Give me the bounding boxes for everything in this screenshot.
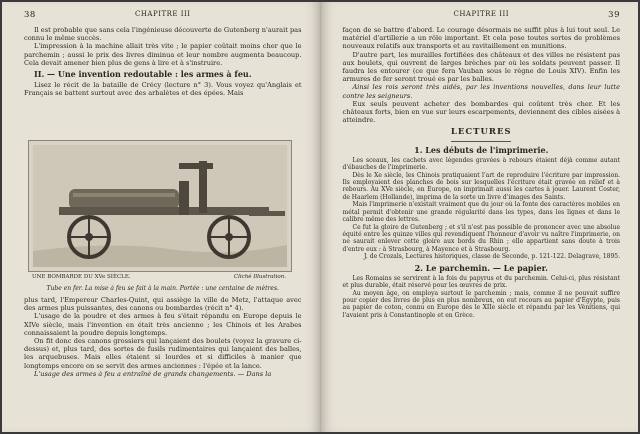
paragraph: Dès le Xe siècle, les Chinois pratiquaient l'art de reproduire l'écriture par impression. Ils employaient des planches de bois sur lesquelles l'écriture était gravée en relief et à rebours. Au XVe siècle, en Europe, on imprimait aussi les cartes à jouer. Laurent Coster, de Haarlem (Hollande), imprima de la sorte un livre d'images des Saints.	[342, 171, 620, 201]
lecture-2-title: 2. Le parchemin. — Le papier.	[414, 262, 548, 273]
paragraph: plus tard, l'Empereur Charles-Quint, qui assiège la ville de Metz, l'attaque avec des armes plus puissantes, des canons ou bombardes (récit n° 4).	[24, 296, 302, 313]
paragraph	[24, 370, 302, 378]
paragraph: D'autre part, les murailles fortifiées des châteaux et des villes ne résistent pas aux boulets, qui ouvrent de larges brèches par où les soldats peuvent passer. Il faudra les entourer (ce que fera Vauban sous le règne de Louis XIV). Enfin les armures de fer seront troué es par les balles.	[342, 50, 620, 84]
left-chapter-title: CHAPITRE III	[134, 10, 191, 18]
bombard-engraving	[29, 141, 291, 271]
right-chapter-title: CHAPITRE III	[453, 10, 510, 18]
paragraph: On fit donc des canons grossiers qui lançaient des boulets (voyez la gravure ci-dessus) et, plus tard, des sortes de fusils rudimentaires qui lançaient des balles, les arquebuses. Mais elles étaient si lourdes et si difficiles à manier que longtemps encore on se servit des armes anciennes : l'épée et la lance.	[24, 337, 302, 370]
right-page-number: 39	[608, 10, 620, 20]
open-book	[2, 2, 638, 432]
paragraph: Il est probable que sans cela l'ingénieuse découverte de Gutenberg n'aurait pas connu le même succès.	[24, 26, 302, 43]
paragraph: Les Romains se servirent à la fois du papyrus et du parchemin. Celui-ci, plus résistant et plus durable, était réservé pour les œuvres de prix.	[342, 274, 620, 290]
paragraph: façon de se battre d'abord. Le courage désormais ne suffit plus à lui tout seul. Le matériel d'artillerie a un rôle important. Et cela pose toutes sortes de problèmes nouveaux relatifs aux transports et au ravitaillement en munitions.	[342, 26, 620, 51]
italic-text: Ainsi les rois seront très aidés, par les inventions nouvelles, dans leur lutte contre les seigneurs.	[342, 83, 620, 100]
bombard-illustration	[28, 140, 292, 272]
lecture-1-source: J. de Crozals, Lectures historiques, classe de Seconde, p. 121-122. Delagrave, 1895.	[363, 253, 620, 261]
left-after-text	[24, 296, 302, 378]
paragraph: L'usage de la poudre et des armes à feu s'était répandu en Europe depuis le XIVe siècle, mais l'invention en était très ancienne ; les Chinois et les Arabes connaissaient la poudre depuis longtemps.	[24, 312, 302, 337]
figure-credit: Cliché Illustration.	[233, 274, 286, 280]
paragraph	[343, 83, 621, 99]
figure-legend: Tube en fer. La mise à feu se fait à la main. Portée : une centaine de mètres.	[46, 285, 279, 292]
lectures-heading: LECTURES	[450, 127, 512, 138]
left-page	[2, 2, 321, 432]
paragraph: Les sceaux, les cachets avec légendes gravées à rebours étaient déjà comme autant d'ébauches de l'imprimerie.	[342, 156, 620, 172]
paragraph: Ce fut la gloire de Gutenberg ; et s'il n'est pas possible de prononcer avec une absolue équité entre les quinze villes qui revendiquent l'honneur d'avoir vu naître l'imprimerie, on ne saurait enlever cette gloire aux bords du Rhin ; elle appartient sans doute à trois d'entre eux : à Strasbourg, à Mayence et à Strasbourg.	[342, 223, 620, 253]
right-page	[321, 2, 639, 432]
right-text	[343, 26, 621, 319]
paragraph: Eux seuls peuvent acheter des bombardes qui coûtent très cher. Et les châteaux forts, bien en vue sur leurs escarpements, deviennent des cibles aisées à atteindre.	[342, 99, 620, 125]
left-page-header	[24, 10, 302, 22]
figure-caption-title: UNE BOMBARDE DU XVe SIÈCLE.	[32, 274, 131, 280]
left-intro-text	[24, 26, 302, 98]
paragraph: Au moyen âge, on employa surtout le parchemin ; mais, comme il ne pouvait suffire pour copier des livres de plus en plus nombreux, on eut recours au papier d'Égypte, puis au papier de coton, connu en Europe dès le XIIe siècle et répandu par les Vénitiens, qui l'avaient pris à Constantinople et en Grèce.	[342, 289, 620, 319]
lecture-1-title: 1. Les débuts de l'imprimerie.	[414, 144, 549, 155]
paragraph: L'impression à la machine allait très vite ; le papier coûtait moins cher que le parchemin ; aussi le prix des livres diminua et leur nombre augmenta beaucoup. Cela devait amener bien plus de gens à lire et à s'instruire.	[24, 42, 302, 67]
paragraph: Mais l'imprimerie n'existait vraiment que du jour où la fonte des caractères mobiles en métal permit d'obtenir une grande régularité dans les types, dans les lignes et dans le calibre même des lettres.	[342, 201, 620, 224]
italic-text: L'usage des armes à feu a entraîné de grands changements. — Dans la	[34, 369, 272, 378]
section-title: II. — Une invention redoutable : les armes à feu.	[34, 69, 252, 80]
left-page-number: 38	[24, 10, 36, 20]
divider	[451, 141, 511, 142]
lecture-1-body	[343, 157, 621, 261]
right-page-header	[343, 10, 621, 22]
lecture-2-body	[343, 275, 621, 319]
paragraph: Lisez le récit de la bataille de Crécy (lecture n° 3). Vous voyez qu'Anglais et Français se battent surtout avec des arbalètes et des épées. Mais	[24, 81, 302, 98]
